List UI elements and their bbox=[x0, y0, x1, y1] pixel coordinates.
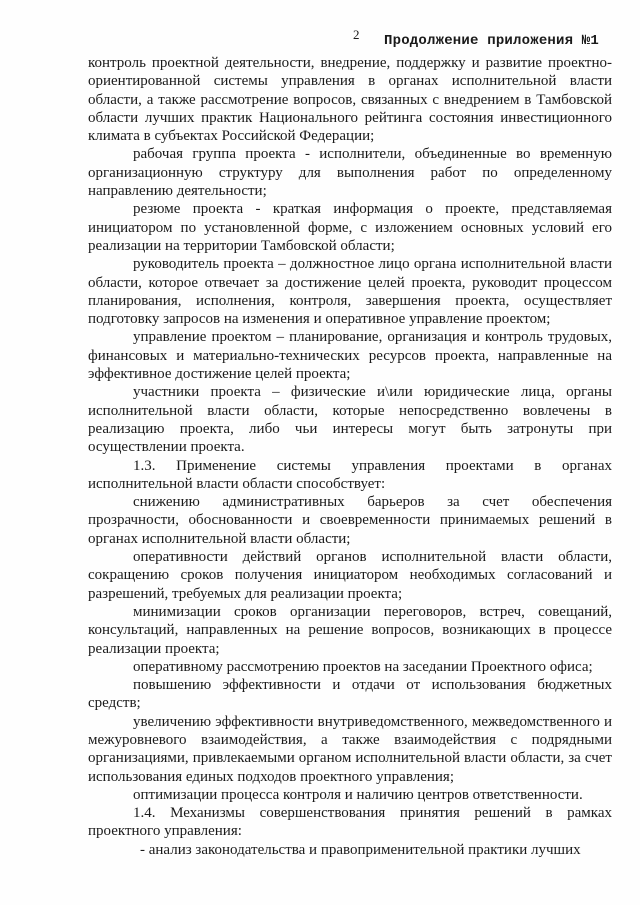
paragraph-efficiency-actions: оперативности действий органов исполнительной власти области, сокращению сроков получения инициатором необходимых согласований и разрешений, требуемых для реализации проекта; bbox=[88, 549, 612, 602]
paragraph-project-management: управление проектом – планирование, организация и контроль трудовых, финансовых и материально-технических ресурсов проекта, направленные на эффективное достижение целей проекта; bbox=[88, 329, 612, 383]
paragraph-legislation-analysis: - анализ законодательства и правоприменительной практики лучших bbox=[140, 841, 581, 858]
paragraph-section-1-4: 1.4. Механизмы совершенствования принятия решений в рамках проектного управления: bbox=[88, 805, 612, 840]
paragraph-review-projects: оперативному рассмотрению проектов на заседании Проектного офиса; bbox=[133, 658, 593, 675]
paragraph-minimize-meetings: минимизации сроков организации переговоров, встреч, совещаний, консультаций, направленных на решение вопросов, возникающих в процессе реализации проекта; bbox=[88, 603, 612, 657]
paragraph-budget-efficiency: повышению эффективности и отдачи от использования бюджетных средств; bbox=[88, 677, 612, 712]
paragraph-project-manager: руководитель проекта – должностное лицо органа исполнительной власти области, которое отвечает за достижение целей проекта, руководит процессом планирования, исполнения, контроля, завершения проекта, осуществляет подготовку запросов на изменения и оперативное управление проектом; bbox=[88, 256, 612, 328]
paragraph-project-office-functions: контроль проектной деятельности, внедрение, поддержку и развитие проектно-ориентированной системы управления в органах исполнительной власти области, а также рассмотрение вопросов, связанных с внедрением в Тамбовской области лучших практик Национального рейтинга состояния инвестиционного климата в субъектах Российской Федерации; bbox=[88, 55, 612, 145]
paragraph-project-summary: резюме проекта - краткая информация о проекте, представляемая инициатором по установленной форме, с изложением основных условий его реализации на территории Тамбовской области; bbox=[88, 201, 612, 254]
appendix-continuation-label: Продолжение приложения №1 bbox=[384, 33, 600, 49]
paragraph-control-optimization: оптимизации процесса контроля и наличию центров ответственности. bbox=[133, 786, 583, 803]
document-body bbox=[88, 54, 612, 859]
paragraph-interaction-efficiency: увеличению эффективности внутриведомственного, межведомственного и межуровневого взаимодействия, а также взаимодействия с подрядными организациями, привлекаемыми органом исполнительной власти области, за счет использования единых подходов проектного управления; bbox=[88, 713, 612, 785]
page-number: 2 bbox=[353, 27, 360, 42]
paragraph-project-participants: участники проекта – физические и\или юридические лица, органы исполнительной власти области, которые непосредственно вовлечены в реализацию проекта, либо чьи интересы могут быть затронуты при осуществлении проекта. bbox=[88, 384, 612, 456]
paragraph-working-group: рабочая группа проекта - исполнители, объединенные во временную организационную структуру для выполнения работ по определенному направлению деятельности; bbox=[88, 146, 612, 200]
paragraph-section-1-3: 1.3. Применение системы управления проектами в органах исполнительной власти области способствует: bbox=[88, 457, 612, 492]
paragraph-reduce-barriers: снижению административных барьеров за счет обеспечения прозрачности, обоснованности и своевременности принимаемых решений в органах исполнительной власти области; bbox=[88, 494, 612, 547]
